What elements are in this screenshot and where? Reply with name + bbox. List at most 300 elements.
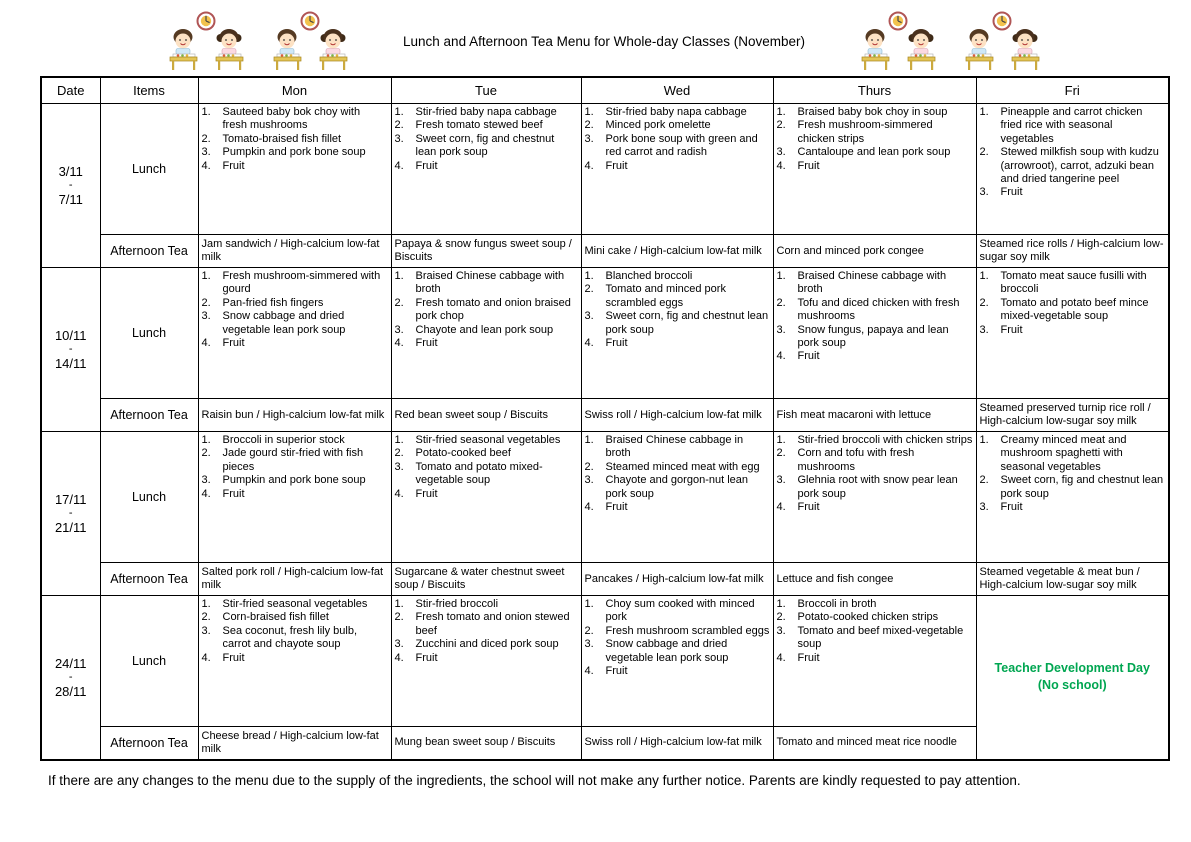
row-label-afternoon-tea: Afternoon Tea: [100, 727, 198, 760]
menu-item-text: Snow fungus, papaya and lean pork soup: [797, 323, 949, 350]
menu-item-number: 4.: [394, 337, 404, 350]
page-title: Lunch and Afternoon Tea Menu for Whole-day Classes (November): [403, 33, 805, 49]
menu-item-number: 2.: [584, 283, 594, 296]
lunch-cell-tue: [391, 104, 581, 235]
menu-item-number: 3.: [394, 638, 404, 651]
menu-item-number: 4.: [584, 159, 594, 172]
menu-item: [585, 337, 771, 350]
date-cell: [41, 596, 100, 760]
menu-item-number: 1.: [201, 270, 211, 282]
lunch-cell-tue: [391, 432, 581, 563]
menu-item: [585, 625, 771, 638]
week-2-tea-row: [41, 399, 1169, 432]
menu-item-number: 2.: [979, 474, 989, 487]
menu-item-number: 4.: [394, 651, 404, 664]
menu-item-text: Tofu and diced chicken with fresh mushrooms: [797, 296, 960, 323]
menu-item-text: Jade gourd stir-fried with fish pieces: [222, 447, 364, 473]
menu-item: [980, 186, 1167, 199]
row-label-afternoon-tea: Afternoon Tea: [100, 235, 198, 268]
row-label-afternoon-tea: Afternoon Tea: [100, 563, 198, 596]
menu-item-text: Fruit: [605, 501, 628, 514]
menu-item: [777, 160, 974, 173]
menu-item-number: 3.: [584, 638, 594, 651]
menu-item: [395, 297, 579, 324]
menu-item-text: Braised Chinese cabbage with broth: [797, 270, 947, 296]
menu-item-number: 2.: [201, 132, 211, 145]
menu-item-text: Fruit: [415, 651, 438, 664]
menu-item-number: 1.: [394, 434, 404, 446]
date-cell: [41, 104, 100, 268]
lunch-cell-mon: [198, 432, 391, 563]
menu-item: [202, 133, 389, 146]
menu-item-text: Tomato and potato mixed-vegetable soup: [415, 460, 543, 487]
menu-item: [202, 106, 389, 133]
menu-item-text: Fruit: [222, 159, 245, 172]
tea-cell-tue: Papaya & snow fungus sweet soup / Biscuits: [391, 235, 581, 268]
menu-item-number: 4.: [201, 487, 211, 500]
menu-item-text: Fruit: [415, 159, 438, 172]
tea-cell-tue: Mung bean sweet soup / Biscuits: [391, 727, 581, 760]
menu-item-text: Sea coconut, fresh lily bulb, carrot and chayote soup: [222, 624, 358, 651]
lunch-cell-mon: [198, 104, 391, 235]
special-line: (No school): [1037, 678, 1107, 693]
date-line: 10/11: [54, 328, 87, 343]
menu-item: [980, 297, 1167, 324]
menu-item-text: Fresh mushroom-simmered chicken strips: [797, 119, 933, 145]
menu-item-text: Corn and tofu with fresh mushrooms: [797, 447, 915, 473]
menu-item-text: Pumpkin and pork bone soup: [222, 146, 366, 159]
menu-item-text: Fruit: [605, 337, 628, 350]
menu-item-number: 1.: [394, 106, 404, 118]
menu-item-number: 1.: [979, 434, 989, 446]
date-cell: [41, 432, 100, 596]
menu-item: [777, 146, 974, 159]
menu-item-number: 2.: [776, 119, 786, 132]
menu-item-number: 2.: [394, 119, 404, 132]
date-dash: -: [68, 670, 73, 683]
menu-item-text: Potato-cooked beef: [415, 447, 511, 460]
menu-item-text: Sweet corn, fig and chestnut lean pork soup: [1000, 474, 1164, 500]
children-eating-icon: [161, 10, 251, 72]
menu-item-number: 2.: [979, 146, 989, 159]
menu-item: [395, 106, 579, 119]
tea-cell-wed: Mini cake / High-calcium low-fat milk: [581, 235, 773, 268]
tea-cell-tue: Sugarcane & water chestnut sweet soup / Biscuits: [391, 563, 581, 596]
menu-item: [585, 133, 771, 160]
menu-item-number: 1.: [776, 106, 786, 118]
menu-item-text: Braised Chinese cabbage in broth: [605, 434, 744, 460]
lunch-cell-fri: [976, 432, 1169, 563]
menu-item-number: 3.: [584, 132, 594, 145]
menu-item-text: Fruit: [222, 651, 245, 664]
menu-item-text: Fruit: [797, 159, 820, 172]
menu-item-number: 3.: [979, 186, 989, 199]
date-line: 17/11: [54, 492, 87, 507]
lunch-cell-thurs: [773, 596, 976, 727]
menu-item-text: Potato-cooked chicken strips: [797, 611, 939, 624]
menu-item-text: Tomato meat sauce fusilli with broccoli: [1000, 270, 1147, 296]
menu-item-number: 4.: [776, 350, 786, 363]
menu-item-number: 2.: [776, 447, 786, 460]
menu-item-number: 4.: [584, 665, 594, 678]
page-header: [40, 6, 1168, 76]
date-cell: [41, 268, 100, 432]
menu-item-text: Tomato-braised fish fillet: [222, 132, 342, 145]
week-3-tea-row: [41, 563, 1169, 596]
menu-item-text: Tomato and potato beef mince mixed-vegetable soup: [1000, 296, 1149, 323]
lunch-cell-mon: [198, 268, 391, 399]
menu-item-number: 1.: [776, 598, 786, 610]
menu-item-number: 4.: [394, 159, 404, 172]
menu-item: [585, 106, 771, 119]
menu-item-number: 2.: [394, 296, 404, 309]
tea-cell-mon: Salted pork roll / High-calcium low-fat milk: [198, 563, 391, 596]
date-dash: -: [68, 507, 73, 519]
menu-item: [777, 598, 974, 611]
children-lunch-clipart-left: [161, 10, 355, 72]
menu-item-text: Fresh tomato and onion braised pork chop: [415, 296, 571, 323]
tea-cell-fri: Steamed preserved turnip rice roll / High-calcium low-sugar soy milk: [976, 399, 1169, 432]
menu-item: [585, 434, 771, 461]
menu-item-number: 1.: [201, 106, 211, 118]
menu-item: [585, 310, 771, 337]
col-header-wed: Wed: [581, 77, 773, 104]
menu-item-number: 3.: [201, 624, 211, 637]
week-2-lunch-row: [41, 268, 1169, 399]
menu-item-number: 3.: [776, 474, 786, 487]
menu-item-number: 3.: [979, 323, 989, 336]
menu-item: [777, 447, 974, 474]
row-label-afternoon-tea: Afternoon Tea: [100, 399, 198, 432]
menu-item: [980, 146, 1167, 186]
menu-item: [202, 270, 389, 297]
menu-item-number: 2.: [201, 611, 211, 624]
menu-item: [777, 106, 974, 119]
table-header-row: [41, 77, 1169, 104]
menu-item-text: Pumpkin and pork bone soup: [222, 474, 366, 487]
menu-item: [202, 297, 389, 310]
menu-item: [202, 337, 389, 350]
menu-item: [980, 324, 1167, 337]
menu-item: [585, 270, 771, 283]
menu-item: [980, 434, 1167, 474]
menu-item: [395, 461, 579, 488]
lunch-cell-thurs: [773, 432, 976, 563]
menu-item: [585, 160, 771, 173]
lunch-cell-fri: [976, 268, 1169, 399]
menu-item-text: Blanched broccoli: [605, 270, 693, 282]
children-eating-icon: [957, 10, 1047, 72]
children-lunch-clipart-right: [853, 10, 1047, 72]
menu-item-text: Fruit: [222, 337, 245, 350]
menu-item-text: Chayote and gorgon-nut lean pork soup: [605, 474, 748, 500]
menu-item: [395, 270, 579, 297]
menu-item-number: 3.: [776, 323, 786, 336]
menu-item-number: 3.: [201, 474, 211, 487]
menu-item: [585, 461, 771, 474]
menu-item-text: Corn-braised fish fillet: [222, 611, 329, 624]
menu-item-text: Steamed minced meat with egg: [605, 460, 760, 473]
menu-item-text: Fruit: [1000, 186, 1023, 199]
menu-item-text: Zucchini and diced pork soup: [415, 638, 559, 651]
menu-item-text: Fruit: [605, 159, 628, 172]
menu-item: [395, 598, 579, 611]
menu-item: [202, 160, 389, 173]
menu-item-number: 4.: [394, 487, 404, 500]
menu-item-number: 1.: [201, 434, 211, 446]
menu-item: [202, 598, 389, 611]
menu-item-text: Pork bone soup with green and red carrot and radish: [605, 132, 758, 159]
lunch-cell-tue: [391, 268, 581, 399]
col-header-date: Date: [41, 77, 100, 104]
menu-item-number: 2.: [584, 624, 594, 637]
menu-item-text: Stir-fried seasonal vegetables: [415, 434, 561, 446]
menu-table: [40, 76, 1170, 761]
menu-item: [202, 474, 389, 487]
menu-item: [585, 119, 771, 132]
menu-item-number: 1.: [394, 270, 404, 282]
menu-item-number: 4.: [776, 501, 786, 514]
teacher-development-day-cell: [976, 596, 1169, 760]
menu-item-text: Fresh tomato and onion stewed beef: [415, 611, 570, 637]
date-dash: -: [68, 179, 73, 191]
menu-item-number: 3.: [394, 132, 404, 145]
tea-cell-thurs: Corn and minced pork congee: [773, 235, 976, 268]
menu-item: [395, 652, 579, 665]
menu-item: [395, 160, 579, 173]
tea-cell-fri: Steamed vegetable & meat bun / High-calcium low-sugar soy milk: [976, 563, 1169, 596]
menu-item: [777, 652, 974, 665]
menu-item-number: 4.: [201, 337, 211, 350]
menu-item-number: 3.: [584, 310, 594, 323]
special-line: Teacher Development Day: [994, 661, 1150, 676]
menu-item-number: 2.: [979, 296, 989, 309]
menu-item: [777, 474, 974, 501]
menu-item: [585, 665, 771, 678]
menu-item-text: Tomato and beef mixed-vegetable soup: [797, 624, 964, 651]
menu-item-number: 2.: [394, 611, 404, 624]
menu-item-text: Fruit: [415, 487, 438, 500]
lunch-cell-thurs: [773, 104, 976, 235]
menu-item-text: Fresh mushroom-simmered with gourd: [222, 270, 381, 296]
tea-cell-mon: Cheese bread / High-calcium low-fat milk: [198, 727, 391, 760]
col-header-items: Items: [100, 77, 198, 104]
menu-item: [777, 297, 974, 324]
menu-item: [777, 434, 974, 447]
menu-item: [777, 324, 974, 351]
menu-item-text: Broccoli in superior stock: [222, 434, 345, 446]
menu-item: [202, 611, 389, 624]
menu-item-text: Fresh tomato stewed beef: [415, 119, 543, 132]
menu-item-text: Fruit: [1000, 323, 1023, 336]
menu-item: [585, 638, 771, 665]
date-line: 3/11: [58, 164, 83, 179]
date-line: 7/11: [58, 192, 83, 207]
date-line: 21/11: [54, 520, 87, 535]
row-label-lunch: Lunch: [100, 104, 198, 235]
menu-item-number: 1.: [776, 270, 786, 282]
menu-item-text: Fruit: [222, 487, 245, 500]
menu-item-text: Stir-fried broccoli: [415, 598, 499, 610]
lunch-cell-wed: [581, 268, 773, 399]
menu-item: [395, 133, 579, 160]
menu-item: [980, 501, 1167, 514]
children-eating-icon: [265, 10, 355, 72]
tea-cell-thurs: Fish meat macaroni with lettuce: [773, 399, 976, 432]
menu-item: [777, 625, 974, 652]
menu-item: [980, 474, 1167, 501]
menu-item: [395, 119, 579, 132]
tea-cell-wed: Pancakes / High-calcium low-fat milk: [581, 563, 773, 596]
tea-cell-tue: Red bean sweet soup / Biscuits: [391, 399, 581, 432]
menu-item-text: Fruit: [797, 651, 820, 664]
menu-item-text: Sweet corn, fig and chestnut lean pork soup: [605, 310, 769, 336]
menu-item-number: 1.: [776, 434, 786, 446]
menu-item-number: 4.: [776, 159, 786, 172]
menu-item-text: Pineapple and carrot chicken fried rice with seasonal vegetables: [1000, 106, 1143, 145]
menu-item: [202, 146, 389, 159]
menu-item-number: 2.: [394, 447, 404, 460]
week-4-lunch-row: [41, 596, 1169, 727]
menu-item-number: 4.: [584, 337, 594, 350]
menu-item-text: Broccoli in broth: [797, 598, 877, 610]
menu-item: [202, 434, 389, 447]
menu-item-number: 2.: [776, 296, 786, 309]
lunch-cell-mon: [198, 596, 391, 727]
menu-item-number: 2.: [584, 119, 594, 132]
menu-item-number: 1.: [584, 270, 594, 282]
menu-item: [395, 337, 579, 350]
menu-item-number: 2.: [201, 296, 211, 309]
menu-item: [585, 474, 771, 501]
footer-note: If there are any changes to the menu due to the supply of the ingredients, the school will not make any further notice. Parents are kindly requested to pay attention.: [48, 772, 1021, 788]
menu-item-number: 3.: [979, 501, 989, 514]
row-label-lunch: Lunch: [100, 432, 198, 563]
menu-item: [980, 270, 1167, 297]
menu-item-number: 2.: [776, 611, 786, 624]
menu-item-text: Stewed milkfish soup with kudzu (arrowroot), carrot, adzuki bean and dried tangerine peel: [1000, 146, 1159, 186]
col-header-fri: Fri: [976, 77, 1169, 104]
menu-item: [202, 310, 389, 337]
menu-item-text: Stir-fried broccoli with chicken strips: [797, 434, 973, 446]
menu-item-text: Fruit: [415, 337, 438, 350]
menu-item-text: Chayote and lean pork soup: [415, 323, 554, 336]
tea-cell-thurs: Tomato and minced meat rice noodle: [773, 727, 976, 760]
week-1-lunch-row: [41, 104, 1169, 235]
menu-item-text: Snow cabbage and dried vegetable lean pork soup: [605, 638, 729, 664]
tea-cell-wed: Swiss roll / High-calcium low-fat milk: [581, 727, 773, 760]
menu-item-text: Tomato and minced pork scrambled eggs: [605, 283, 726, 309]
row-label-lunch: Lunch: [100, 596, 198, 727]
menu-item: [395, 324, 579, 337]
menu-item-text: Stir-fried seasonal vegetables: [222, 598, 368, 610]
menu-item: [395, 488, 579, 501]
menu-item-text: Choy sum cooked with minced pork: [605, 598, 755, 624]
col-header-thurs: Thurs: [773, 77, 976, 104]
menu-item: [395, 434, 579, 447]
menu-item-text: Glehnia root with snow pear lean pork soup: [797, 474, 958, 500]
lunch-cell-wed: [581, 432, 773, 563]
menu-item-number: 3.: [394, 323, 404, 336]
menu-item: [395, 611, 579, 638]
menu-item-number: 4.: [584, 501, 594, 514]
row-label-lunch: Lunch: [100, 268, 198, 399]
date-line: 28/11: [54, 683, 87, 699]
menu-item: [202, 625, 389, 652]
lunch-cell-wed: [581, 596, 773, 727]
menu-item-text: Fruit: [605, 665, 628, 678]
tea-cell-mon: Jam sandwich / High-calcium low-fat milk: [198, 235, 391, 268]
menu-item: [395, 638, 579, 651]
menu-item-number: 3.: [201, 310, 211, 323]
menu-item-text: Pan-fried fish fingers: [222, 296, 324, 309]
tea-cell-thurs: Lettuce and fish congee: [773, 563, 976, 596]
date-line: 24/11: [54, 655, 87, 671]
menu-item: [585, 598, 771, 625]
children-eating-icon: [853, 10, 943, 72]
menu-item: [777, 270, 974, 297]
menu-item-number: 4.: [201, 651, 211, 664]
menu-item-number: 1.: [979, 106, 989, 118]
date-dash: -: [68, 343, 73, 355]
menu-item: [777, 119, 974, 146]
menu-item-number: 1.: [201, 598, 211, 610]
menu-item-number: 1.: [979, 270, 989, 282]
menu-item: [585, 501, 771, 514]
lunch-cell-tue: [391, 596, 581, 727]
menu-item-number: 2.: [584, 460, 594, 473]
menu-item-text: Braised baby bok choy in soup: [797, 106, 948, 118]
menu-item-number: 2.: [201, 447, 211, 460]
date-line: 14/11: [54, 356, 87, 371]
menu-item-text: Stir-fried baby napa cabbage: [605, 106, 747, 118]
col-header-tue: Tue: [391, 77, 581, 104]
col-header-mon: Mon: [198, 77, 391, 104]
menu-item-text: Sauteed baby bok choy with fresh mushrooms: [222, 106, 361, 132]
lunch-cell-fri: [976, 104, 1169, 235]
lunch-cell-thurs: [773, 268, 976, 399]
menu-item-text: Fruit: [797, 350, 820, 363]
menu-item-number: 3.: [776, 146, 786, 159]
menu-item-number: 1.: [584, 106, 594, 118]
menu-item-number: 1.: [394, 598, 404, 610]
menu-item-number: 4.: [776, 651, 786, 664]
menu-item: [585, 283, 771, 310]
menu-item-text: Cantaloupe and lean pork soup: [797, 146, 951, 159]
menu-item-number: 1.: [584, 434, 594, 446]
menu-item: [980, 106, 1167, 146]
week-1-tea-row: [41, 235, 1169, 268]
menu-item: [202, 652, 389, 665]
menu-item-text: Stir-fried baby napa cabbage: [415, 106, 557, 118]
menu-item-number: 3.: [394, 460, 404, 473]
menu-item-number: 1.: [584, 598, 594, 610]
tea-cell-mon: Raisin bun / High-calcium low-fat milk: [198, 399, 391, 432]
menu-item-number: 3.: [201, 146, 211, 159]
menu-item-text: Braised Chinese cabbage with broth: [415, 270, 565, 296]
menu-item-text: Fresh mushroom scrambled eggs: [605, 624, 770, 637]
menu-item-number: 3.: [776, 624, 786, 637]
lunch-cell-wed: [581, 104, 773, 235]
tea-cell-wed: Swiss roll / High-calcium low-fat milk: [581, 399, 773, 432]
menu-item: [777, 350, 974, 363]
tea-cell-fri: Steamed rice rolls / High-calcium low-sugar soy milk: [976, 235, 1169, 268]
week-3-lunch-row: [41, 432, 1169, 563]
menu-item-number: 4.: [201, 159, 211, 172]
menu-item-text: Sweet corn, fig and chestnut lean pork soup: [415, 132, 555, 159]
menu-item-number: 3.: [584, 474, 594, 487]
menu-item-text: Fruit: [1000, 501, 1023, 514]
